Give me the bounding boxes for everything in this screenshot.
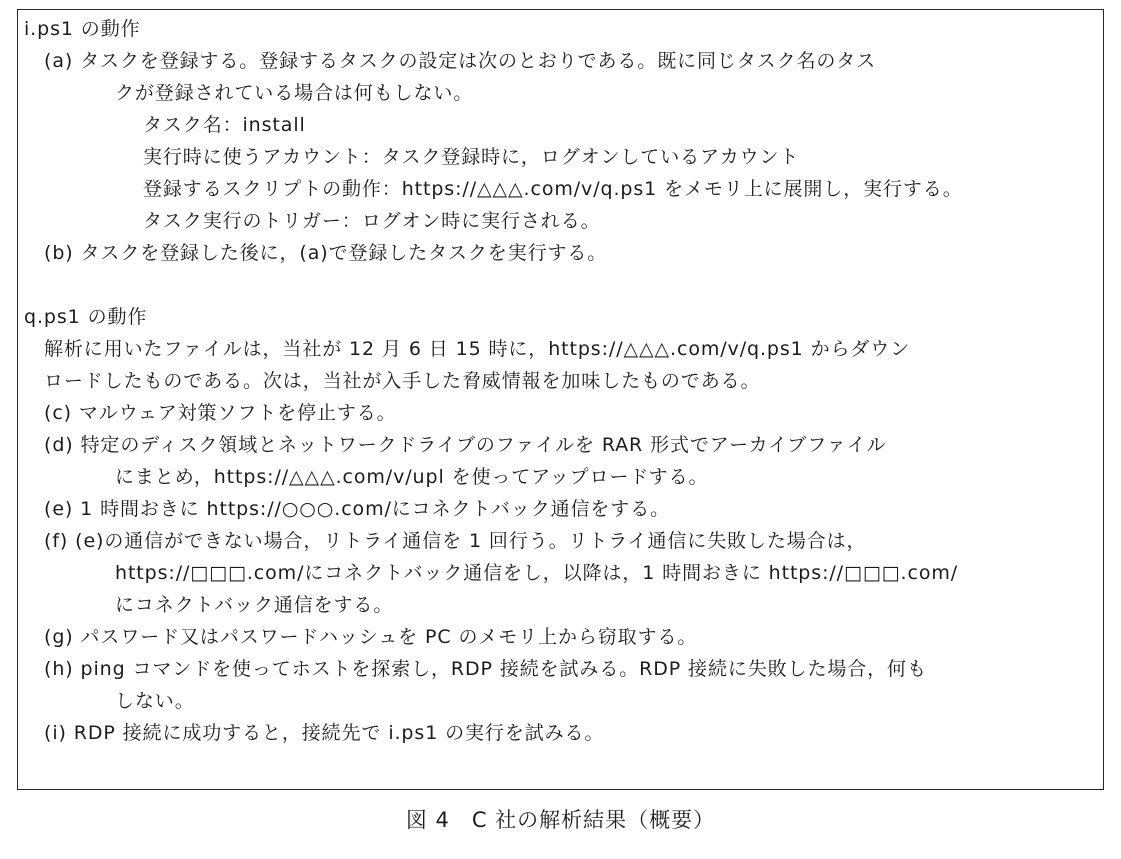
item-i: (i) RDP 接続に成功すると，接続先で i.ps1 の実行を試みる。	[44, 722, 605, 744]
item-a-line-2: クが登録されている場合は何もしない。	[115, 82, 474, 104]
item-f-line-2: https://□□□.com/にコネクトバック通信をし，以降は，1 時間おきに https://□□□.com/	[115, 562, 959, 584]
item-d-line-1: (d) 特定のディスク領域とネットワークドライブのファイルを RAR 形式でアーカイブファイル	[44, 434, 887, 456]
trigger-setting: タスク実行のトリガー：ログオン時に実行される。	[143, 210, 601, 232]
account-setting: 実行時に使うアカウント：タスク登録時に，ログオンしているアカウント	[143, 146, 800, 168]
script-setting: 登録するスクリプトの動作：https://△△△.com/v/q.ps1 をメモリ上に展開し，実行する。	[143, 178, 963, 200]
section-i-heading: i.ps1 の動作	[24, 18, 141, 40]
figure-caption: 図 4 C 社の解析結果（概要）	[405, 808, 716, 832]
item-f-line-1: (f) (e)の通信ができない場合，リトライ通信を 1 回行う。リトライ通信に失敗した場合は，	[44, 530, 867, 552]
section-q-heading: q.ps1 の動作	[24, 306, 148, 328]
item-d-line-2: にまとめ，https://△△△.com/v/upl を使ってアップロードする。	[115, 466, 709, 488]
item-h-line-1: (h) ping コマンドを使ってホストを探索し，RDP 接続を試みる。RDP 接続に失敗した場合，何も	[44, 658, 927, 680]
item-c: (c) マルウェア対策ソフトを停止する。	[44, 402, 397, 424]
q-intro-line-2: ロードしたものである。次は，当社が入手した脅威情報を加味したものである。	[44, 370, 761, 392]
item-g: (g) パスワード又はパスワードハッシュを PC のメモリ上から窃取する。	[44, 626, 698, 648]
item-a-line-1: (a) タスクを登録する。登録するタスクの設定は次のとおりである。既に同じタスク名のタス	[44, 50, 877, 72]
item-h-line-2: しない。	[115, 690, 195, 712]
item-e: (e) 1 時間おきに https://○○○.com/にコネクトバック通信をする。	[44, 498, 671, 520]
q-intro-line-1: 解析に用いたファイルは，当社が 12 月 6 日 15 時に，https://△△△.com/v/q.ps1 からダウン	[44, 338, 911, 360]
task-name-setting: タスク名：install	[143, 114, 306, 136]
item-b: (b) タスクを登録した後に，(a)で登録したタスクを実行する。	[44, 242, 608, 264]
item-f-line-3: にコネクトバック通信をする。	[115, 594, 394, 616]
